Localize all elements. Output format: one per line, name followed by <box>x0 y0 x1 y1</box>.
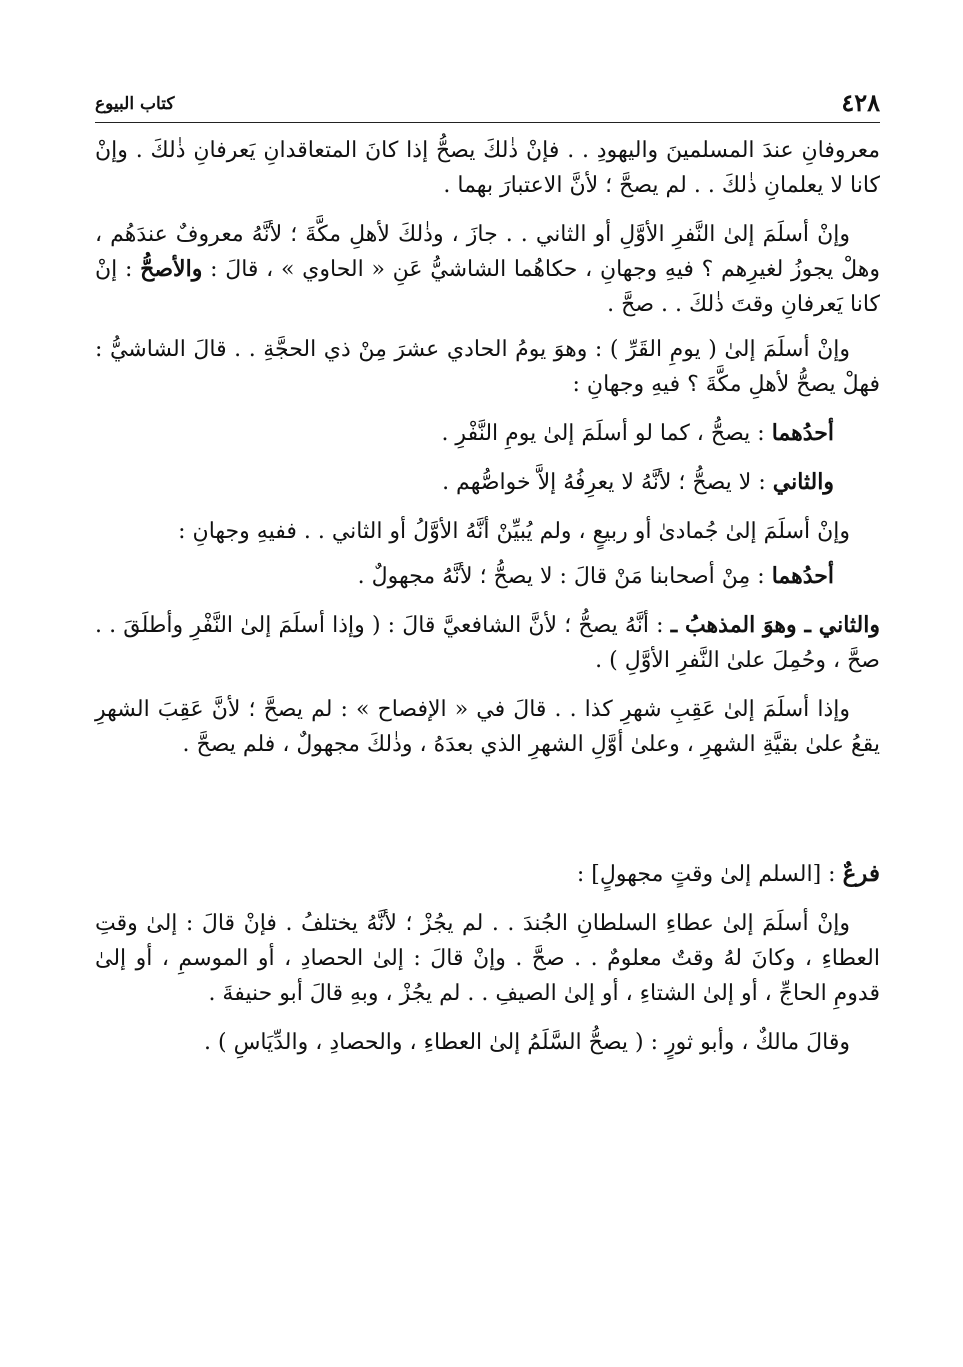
paragraph-lead: والثاني ـ وهوَ المذهبُ ـ <box>670 612 880 638</box>
paragraph <box>95 133 880 203</box>
paragraph-text: وقالَ مالكٌ ، وأبو ثورٍ : ( يصحُّ السَّلَمُ إلىٰ العطاءِ ، والحصادِ ، والدِّيَاسِ ) . <box>204 1030 850 1055</box>
paragraph-text: : يصحُّ ، كما لو أسلَمَ إلىٰ يومِ النَّفْرِ . <box>441 421 772 446</box>
section-lead: فرعٌ <box>842 860 880 887</box>
paragraph <box>95 906 880 1011</box>
paragraph-lead: أحدُهما <box>771 563 834 589</box>
paragraph-text: : لا يصحُّ ؛ لأنَّهُ لا يعرِفُهُ إلاَّ خواصُّهم . <box>442 470 773 495</box>
paragraph <box>95 514 880 549</box>
section-title: : [السلم إلىٰ وقتٍ مجهولٍ] : <box>576 862 843 887</box>
book-page <box>95 86 880 1074</box>
paragraph <box>95 217 880 322</box>
paragraph <box>95 692 880 762</box>
page-content <box>95 123 880 1060</box>
paragraph <box>95 559 880 594</box>
paragraph-text: : مِنْ أصحابنا مَنْ قالَ : لا يصحُّ ؛ لأنَّهُ مجهولٌ . <box>357 564 772 589</box>
paragraph-lead: والثاني <box>772 469 834 495</box>
paragraph <box>95 465 880 500</box>
paragraph <box>95 1025 880 1060</box>
paragraph-text: وإنْ أسلَمَ إلىٰ ( يومِ القَرِّ ) : وهوَ يومُ الحادي عشرَ مِنْ ذي الحجَّةِ . . قالَ الشاشيُّ : فهلْ يصحُّ لأهلِ مكَّةَ ؟ فيهِ وجهانِ : <box>95 337 880 397</box>
paragraph-text: وإنْ أسلَمَ إلىٰ جُمادىٰ أو ربيعٍ ، ولم يُبيِّنْ أنَّهُ الأوَّلُ أو الثاني . . ففيهِ وجهانِ : <box>178 519 850 544</box>
page-number: ٤٢٨ <box>841 88 880 117</box>
paragraph-lead: والأصحُّ <box>140 256 203 282</box>
paragraph-text: معروفانِ عندَ المسلمينَ واليهودِ . . فإنْ ذٰلكَ يصحُّ إذا كانَ المتعاقدانِ يَعرفانِ ذٰلكَ . وإنْ كانا لا يعلمانِ ذٰلكَ . . لم يصحَّ ؛ لأنَّ الاعتبارَ بهما . <box>95 138 880 198</box>
paragraph <box>95 416 880 451</box>
paragraph <box>95 608 880 678</box>
section-heading <box>95 856 880 892</box>
paragraph-text: وإنْ أسلَمَ إلىٰ النَّفرِ الأوَّلِ أو الثاني . . جازَ ، وذٰلكَ لأهلِ مكَّةَ ؛ لأنَّهُ معروفٌ عندَهُم ، وهلْ يجوزُ لغيرِهم ؟ فيهِ وجهانِ ، حكاهُما الشاشيُّ عَنِ « الحاوي » ، قالَ : <box>95 222 880 282</box>
paragraph-text: وإنْ أسلَمَ إلىٰ عطاءِ السلطانِ الجُندَ . . لم يجُزْ ؛ لأنَّهُ يختلفُ . فإنْ قالَ : إلىٰ وقتِ العطاءِ ، وكانَ لهُ وقتٌ معلومٌ . . صحَّ . وإنْ قالَ : إلىٰ الحصادِ ، أو الموسمِ ، أو إلىٰ قدومِ الحاجِّ ، أو إلىٰ الشتاءِ ، أو إلىٰ الصيفِ . . لم يجُزْ ، وبهِ قالَ أبو حنيفةَ . <box>95 911 880 1006</box>
paragraph-text: : إنْ كانا يَعرفانِ وقتَ ذٰلكَ . . صحَّ . <box>95 257 880 317</box>
paragraph-text: وإذا أسلَمَ إلىٰ عَقِبِ شهرِ كذا . . قالَ في « الإفصاح » : لم يصحَّ ؛ لأنَّ عَقِبَ الشهرِ يقعُ علىٰ بقيَّةِ الشهرِ ، وعلىٰ أوَّلِ الشهرِ الذي بعدَهُ ، وذٰلكَ مجهولٌ ، فلم يصحَّ . <box>95 697 880 757</box>
book-title: كتاب البيوع <box>95 94 175 114</box>
page-header <box>95 86 880 123</box>
section-spacer <box>95 776 880 856</box>
paragraph-text: : أنَّهُ يصحُّ ؛ لأنَّ الشافعيَّ قالَ : ( وإذا أسلَمَ إلىٰ النَّفْرِ وأطلَقَ . . صحَّ ، وحُمِلَ علىٰ النَّفرِ الأوَّلِ ) . <box>95 613 880 673</box>
paragraph <box>95 332 880 402</box>
paragraph-lead: أحدُهما <box>771 420 834 446</box>
